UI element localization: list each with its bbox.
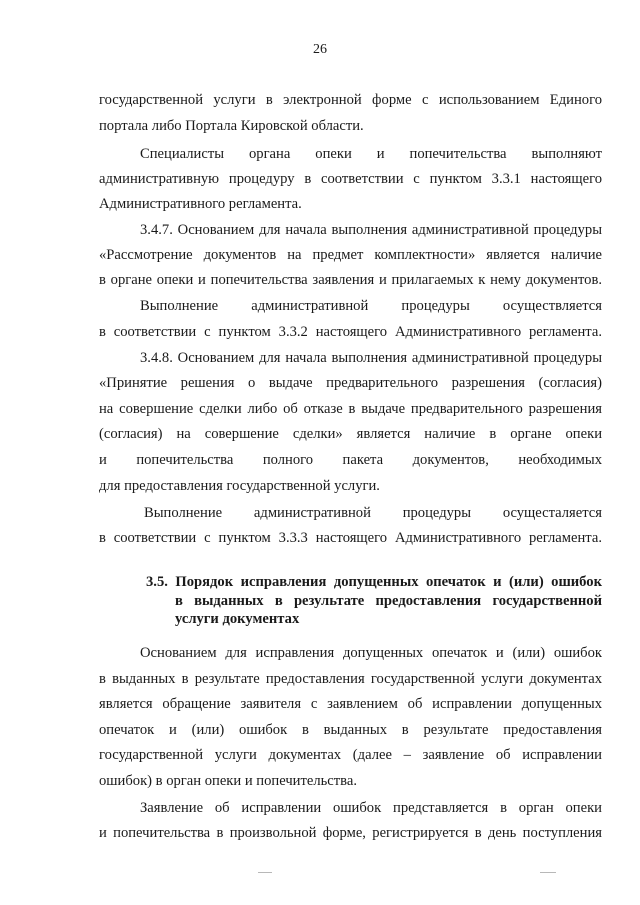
- text-line: 3.4.7. Основанием для начала выполнения административной процедуры: [140, 222, 602, 238]
- text-line: в соответствии с пунктом 3.3.2 настоящего Административного регламента.: [99, 324, 602, 340]
- text-line: является обращение заявителя с заявлением об исправлении допущенных: [99, 696, 602, 712]
- page-number: 26: [313, 42, 327, 57]
- text-line: в выданных в результате предоставления государственной услуги документах: [99, 671, 602, 687]
- text-line: государственной услуги в электронной форме с использованием Единого: [99, 92, 602, 108]
- text-line: «Принятие решения о выдаче предварительного разрешения (согласия): [99, 375, 602, 391]
- section-heading: услуги документах: [175, 611, 300, 627]
- section-heading: 3.5. Порядок исправления допущенных опечаток и (или) ошибок: [146, 574, 602, 590]
- text-line: административную процедуру в соответствии с пунктом 3.3.1 настоящего: [99, 171, 602, 187]
- text-line: в органе опеки и попечительства заявления и прилагаемых к нему документов.: [99, 272, 602, 288]
- text-line: портала либо Портала Кировской области.: [99, 118, 364, 134]
- text-line: (согласия) на совершение сделки» является наличие в органе опеки: [99, 426, 602, 442]
- section-heading: в выданных в результате предоставления государственной: [175, 593, 602, 609]
- text-line: для предоставления государственной услуги.: [99, 478, 380, 494]
- text-line: ошибок) в орган опеки и попечительства.: [99, 773, 357, 789]
- text-line: опечаток и (или) ошибок в выданных в результате предоставления: [99, 722, 602, 738]
- text-line: и попечительства полного пакета документов, необходимых: [99, 452, 602, 468]
- text-line: Заявление об исправлении ошибок представляется в орган опеки: [140, 800, 602, 816]
- text-line: в соответствии с пунктом 3.3.3 настоящего Административного регламента.: [99, 530, 602, 546]
- scan-speck: [258, 872, 272, 873]
- text-line: государственной услуги документах (далее – заявление об исправлении: [99, 747, 602, 763]
- text-line: Выполнение административной процедуры осуществляется: [140, 298, 602, 314]
- text-line: Административного регламента.: [99, 196, 302, 212]
- text-line: на совершение сделки либо об отказе в выдаче предварительного разрешения: [99, 401, 602, 417]
- text-line: 3.4.8. Основанием для начала выполнения административной процедуры: [140, 350, 602, 366]
- text-line: «Рассмотрение документов на предмет комплектности» является наличие: [99, 247, 602, 263]
- text-line: и попечительства в произвольной форме, регистрируется в день поступления: [99, 825, 602, 841]
- text-line: Специалисты органа опеки и попечительства выполняют: [140, 146, 602, 162]
- scan-speck: [540, 872, 556, 873]
- text-line: Основанием для исправления допущенных опечаток и (или) ошибок: [140, 645, 602, 661]
- text-line: Выполнение административной процедуры осущесталяется: [144, 505, 602, 521]
